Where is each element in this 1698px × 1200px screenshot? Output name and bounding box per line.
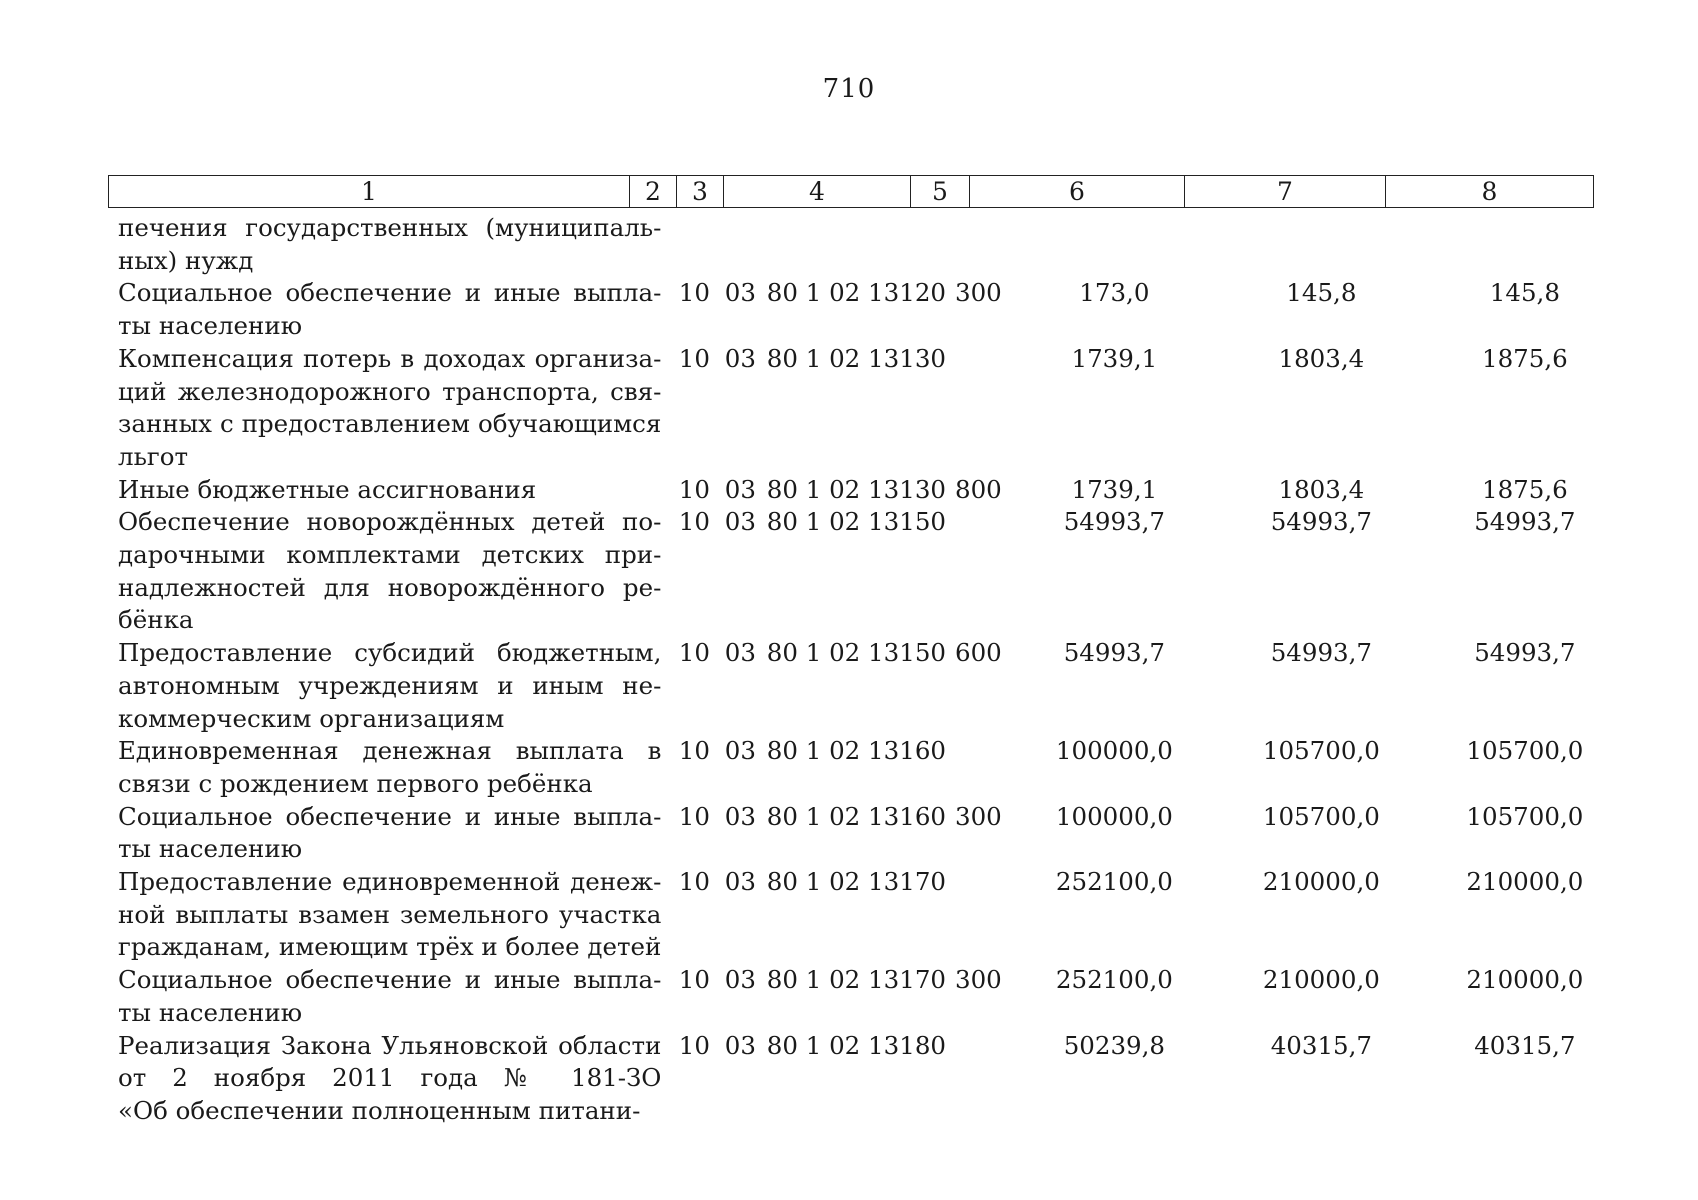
amount-col-8-cell: 1875,6 [1482,343,1568,373]
expense-type-cell [949,735,1007,800]
target-article-cell: 80 1 02 13130 [766,474,946,504]
row-name-cell [108,866,671,964]
row-name-cell [108,1030,671,1128]
amount-col-7-cell: 105700,0 [1262,736,1380,766]
expense-type-cell [949,506,1007,637]
expense-type-cell: 300 [954,801,1002,831]
header-col-6: 6 [970,176,1185,208]
amount-col-7-cell: 1803,4 [1278,474,1365,504]
row-name-line: Иные бюджетные ассигнования [118,474,537,504]
section-code-cell: 10 [678,507,710,537]
row-name-line: Социальное обеспечение и иные выпла- [118,278,662,308]
target-article-cell: 80 1 02 13150 [766,507,946,537]
amount-col-6-cell: 100000,0 [1055,736,1173,766]
row-name-cell [108,637,671,735]
amount-col-8-cell: 1875,6 [1482,474,1568,504]
row-name-line: автономным учреждениям и иным не- [118,670,662,700]
row-name-line: Компенсация потерь в доходах организа- [118,343,662,373]
subsection-code-cell: 03 [724,736,756,766]
amount-col-6-cell: 100000,0 [1055,801,1173,831]
subsection-code-cell: 03 [724,507,756,537]
table-row [108,277,1628,342]
amount-col-8-cell: 210000,0 [1466,965,1584,995]
amount-col-8-cell: 54993,7 [1474,507,1576,537]
target-article-cell: 80 1 02 13130 [766,343,946,373]
amount-col-8-cell [1421,212,1628,277]
header-col-4: 4 [724,176,911,208]
amount-col-8-cell: 145,8 [1489,278,1560,308]
header-col-5: 5 [911,176,970,208]
amount-col-6-cell: 173,0 [1079,278,1150,308]
subsection-code-cell: 03 [724,343,756,373]
subsection-code-cell [717,212,763,277]
target-article-cell: 80 1 02 13160 [766,736,946,766]
row-name-line: ты населению [118,834,303,864]
amount-col-7-cell: 54993,7 [1270,638,1373,668]
row-name-line: занных с предоставлением обучающимся [118,409,662,439]
row-name-cell [108,801,671,866]
table-row [108,964,1628,1029]
expense-type-cell [949,1030,1007,1128]
row-name-cell [108,964,671,1029]
expense-type-cell [949,866,1007,964]
amount-col-8-cell: 105700,0 [1466,801,1584,831]
subsection-code-cell: 03 [724,474,756,504]
header-col-8: 8 [1386,176,1594,208]
row-name-line: печения государственных (муниципаль- [118,213,662,242]
amount-col-6-cell: 50239,8 [1063,1030,1166,1060]
row-name-line: Социальное обеспечение и иные выпла- [118,801,662,831]
row-name-line: бёнка [118,605,194,635]
row-name-line: ций железнодорожного транспорта, свя- [118,376,662,406]
row-name-line: от 2 ноября 2011 года № 181-ЗО [118,1063,662,1093]
header-col-3: 3 [677,176,724,208]
row-name-line: ты населению [118,311,303,341]
row-name-cell [108,474,671,507]
amount-col-8-cell: 54993,7 [1474,638,1576,668]
row-name-line: надлежностей для новорождённого ре- [118,572,662,602]
target-article-cell: 80 1 02 13160 [766,801,946,831]
amount-col-6-cell: 252100,0 [1055,867,1173,897]
subsection-code-cell: 03 [724,1030,756,1060]
amount-col-6-cell [1007,212,1221,277]
table-row [108,212,1628,277]
target-article-cell: 80 1 02 13170 [766,965,946,995]
expense-type-cell [949,212,1007,277]
expense-type-cell: 300 [954,965,1002,995]
row-name-line: Единовременная денежная выплата в [118,736,662,766]
amount-col-7-cell: 40315,7 [1270,1030,1373,1060]
subsection-code-cell: 03 [724,638,756,668]
amount-col-8-cell: 210000,0 [1466,867,1584,897]
row-name-cell [108,212,671,277]
amount-col-7-cell: 1803,4 [1278,343,1365,373]
header-col-1: 1 [109,176,630,208]
row-name-line: ной выплаты взамен земельного участка [118,899,662,929]
expense-type-cell: 800 [954,474,1002,504]
row-name-line: Предоставление субсидий бюджетным, [118,638,662,668]
amount-col-6-cell: 54993,7 [1063,507,1166,537]
row-name-line: «Об обеспечении полноценным питани- [118,1095,641,1125]
section-code-cell: 10 [678,474,710,504]
section-code-cell: 10 [678,867,710,897]
row-name-cell [108,343,671,474]
page-number: 710 [822,74,876,104]
table-row [108,506,1628,637]
table-row [108,474,1628,507]
subsection-code-cell: 03 [724,867,756,897]
amount-col-6-cell: 54993,7 [1063,638,1166,668]
subsection-code-cell: 03 [724,801,756,831]
amount-col-7-cell: 105700,0 [1262,801,1380,831]
row-name-line: связи с рождением первого ребёнка [118,768,593,798]
table-row [108,735,1628,800]
amount-col-6-cell: 1739,1 [1071,343,1158,373]
table-row [108,866,1628,964]
section-code-cell: 10 [678,1030,710,1060]
table-row [108,637,1628,735]
target-article-cell [763,212,949,277]
row-name-line: ных) нужд [118,245,254,275]
budget-table-body [108,212,1628,1128]
amount-col-7-cell: 54993,7 [1270,507,1373,537]
table-row [108,801,1628,866]
section-code-cell: 10 [678,278,710,308]
amount-col-8-cell: 40315,7 [1474,1030,1576,1060]
row-name-cell [108,277,671,342]
table-body [108,212,1628,1128]
target-article-cell: 80 1 02 13170 [766,867,946,897]
amount-col-8-cell: 105700,0 [1466,736,1584,766]
section-code-cell [671,212,717,277]
row-name-line: гражданам, имеющим трёх и более детей [118,932,662,962]
expense-type-cell: 600 [954,638,1002,668]
row-name-line: льгот [118,441,189,471]
expense-type-cell: 300 [954,278,1002,308]
table-header [108,175,1594,208]
row-name-line: коммерческим организациям [118,703,505,733]
section-code-cell: 10 [678,965,710,995]
target-article-cell: 80 1 02 13150 [766,638,946,668]
section-code-cell: 10 [678,736,710,766]
header-row [109,176,1594,208]
row-name-cell [108,506,671,637]
section-code-cell: 10 [678,801,710,831]
amount-col-7-cell: 210000,0 [1262,867,1380,897]
table-row [108,343,1628,474]
amount-col-6-cell: 252100,0 [1055,965,1173,995]
amount-col-7-cell [1221,212,1421,277]
amount-col-7-cell: 145,8 [1286,278,1357,308]
amount-col-7-cell: 210000,0 [1262,965,1380,995]
expense-type-cell [949,343,1007,474]
header-col-2: 2 [630,176,677,208]
section-code-cell: 10 [678,343,710,373]
row-name-line: Предоставление единовременной денеж- [118,867,662,897]
table-row [108,1030,1628,1128]
target-article-cell: 80 1 02 13120 [766,278,946,308]
row-name-line: дарочными комплектами детских при- [118,540,662,570]
row-name-line: Обеспечение новорождённых детей по- [118,507,662,537]
amount-col-6-cell: 1739,1 [1071,474,1158,504]
subsection-code-cell: 03 [724,965,756,995]
row-name-cell [108,735,671,800]
row-name-line: Реализация Закона Ульяновской области [118,1030,662,1060]
header-col-7: 7 [1185,176,1386,208]
subsection-code-cell: 03 [724,278,756,308]
row-name-line: Социальное обеспечение и иные выпла- [118,965,662,995]
target-article-cell: 80 1 02 13180 [766,1030,946,1060]
section-code-cell: 10 [678,638,710,668]
row-name-line: ты населению [118,997,303,1027]
